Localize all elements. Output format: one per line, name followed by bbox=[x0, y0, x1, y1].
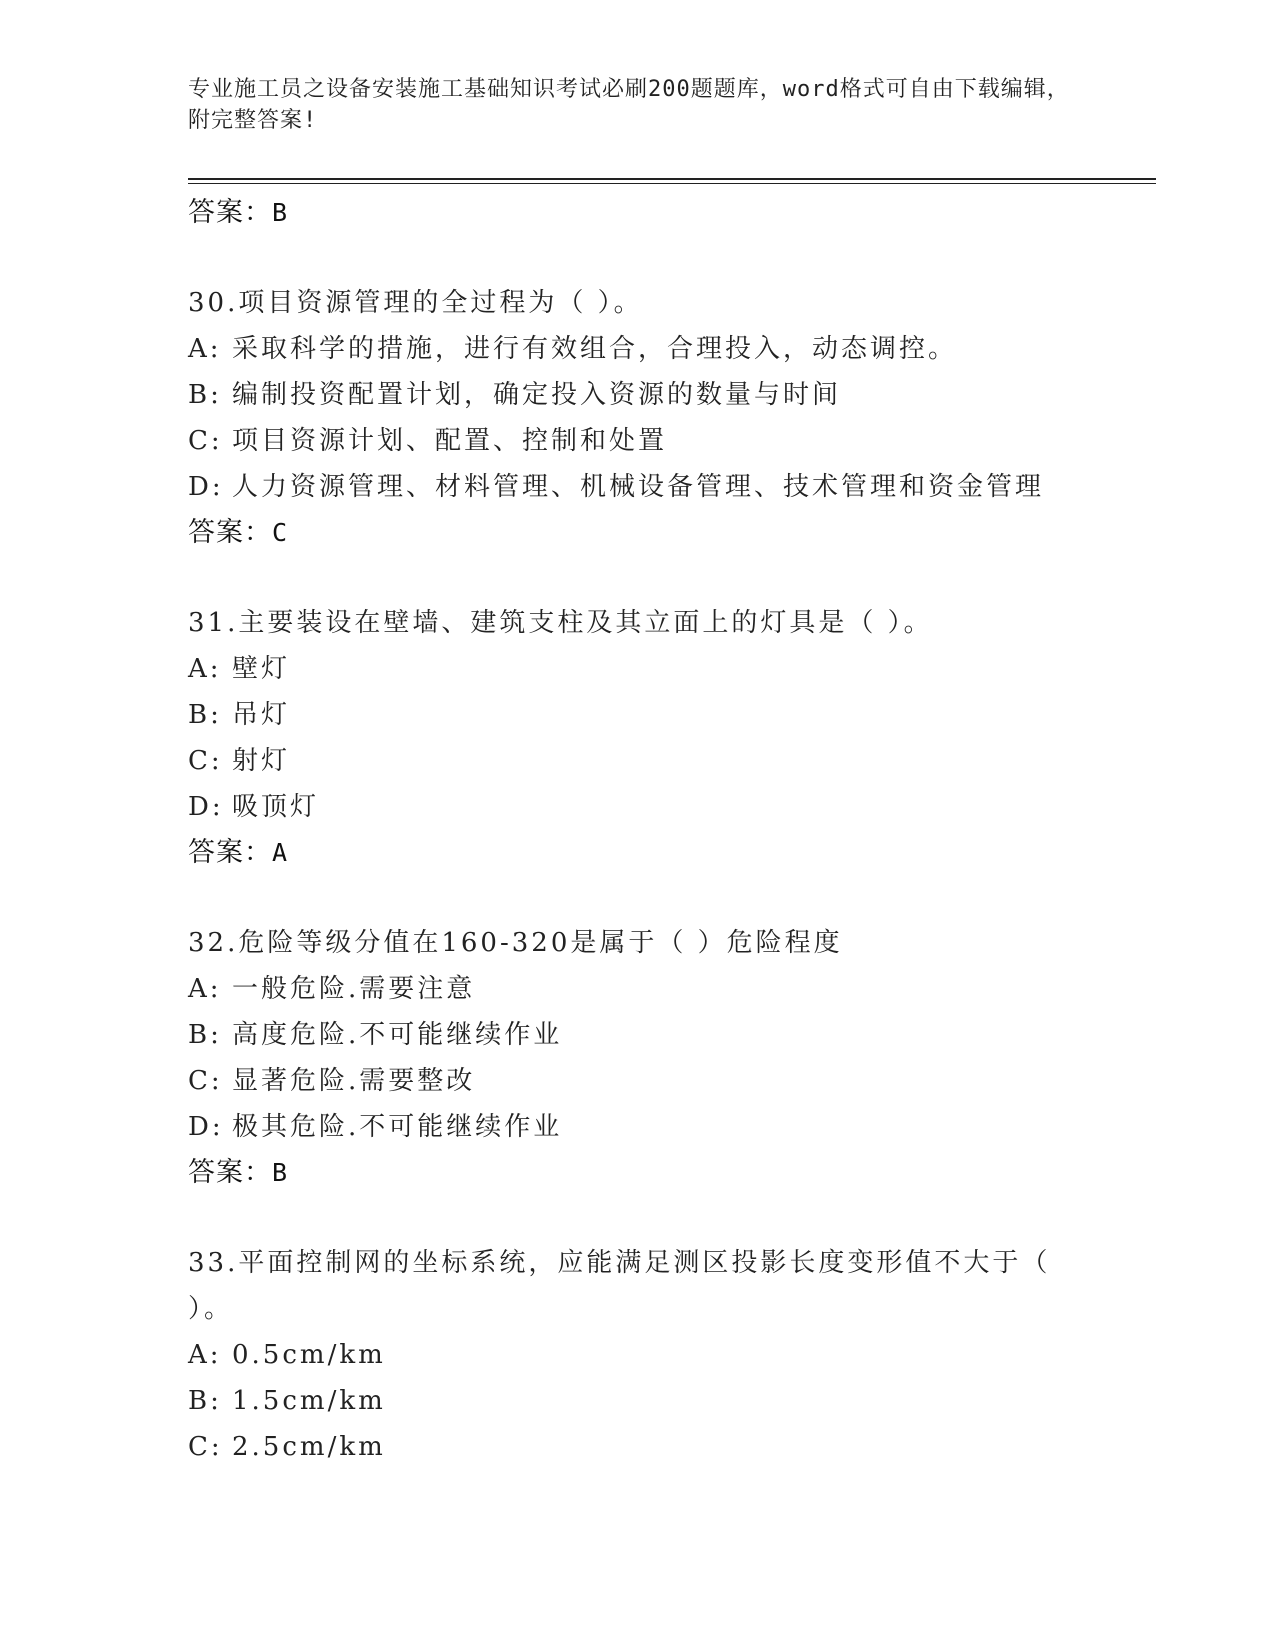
question-list bbox=[188, 190, 1148, 1470]
option-b bbox=[188, 692, 1148, 738]
option-key: D: bbox=[188, 1112, 224, 1142]
question-block-31 bbox=[188, 600, 1148, 876]
option-key: A: bbox=[188, 974, 222, 1004]
option-key: B: bbox=[188, 700, 222, 730]
answer bbox=[188, 830, 1148, 876]
answer-label: 答案： bbox=[188, 1157, 272, 1188]
option-d bbox=[188, 1104, 1148, 1150]
option-text: 显著危险.需要整改 bbox=[232, 1066, 476, 1096]
option-key: B: bbox=[188, 380, 222, 410]
option-d bbox=[188, 784, 1148, 830]
answer-label: 答案： bbox=[188, 517, 272, 548]
answer bbox=[188, 1150, 1148, 1196]
option-text: 0.5cm/km bbox=[232, 1340, 386, 1370]
spacer bbox=[188, 556, 1148, 600]
option-a bbox=[188, 966, 1148, 1012]
question-text: 33.平面控制网的坐标系统，应能满足测区投影长度变形值不大于（ ）。 bbox=[188, 1248, 1051, 1324]
spacer bbox=[188, 1196, 1148, 1240]
option-text: 壁灯 bbox=[232, 654, 291, 684]
answer bbox=[188, 510, 1148, 556]
option-key: D: bbox=[188, 472, 224, 502]
question-text: 30.项目资源管理的全过程为（ ）。 bbox=[188, 288, 643, 318]
question-block-30 bbox=[188, 280, 1148, 556]
question-block-32 bbox=[188, 920, 1148, 1196]
answer-value: C bbox=[272, 518, 289, 547]
option-text: 项目资源计划、配置、控制和处置 bbox=[232, 426, 668, 456]
option-text: 2.5cm/km bbox=[232, 1432, 386, 1462]
option-text: 编制投资配置计划，确定投入资源的数量与时间 bbox=[232, 380, 842, 410]
option-key: B: bbox=[188, 1386, 222, 1416]
option-text: 吸顶灯 bbox=[232, 792, 320, 822]
document-header-title: 专业施工员之设备安装施工基础知识考试必刷200题题库，word格式可自由下载编辑，附完整答案! bbox=[188, 77, 1070, 133]
option-c bbox=[188, 738, 1148, 784]
option-key: B: bbox=[188, 1020, 222, 1050]
option-c bbox=[188, 1058, 1148, 1104]
option-key: A: bbox=[188, 1340, 222, 1370]
question-block-33 bbox=[188, 1240, 1148, 1470]
option-key: C: bbox=[188, 1432, 223, 1462]
option-text: 人力资源管理、材料管理、机械设备管理、技术管理和资金管理 bbox=[232, 472, 1045, 502]
option-d bbox=[188, 464, 1148, 510]
answer-label: 答案： bbox=[188, 197, 272, 228]
option-a bbox=[188, 326, 1148, 372]
option-b bbox=[188, 1378, 1148, 1424]
option-a bbox=[188, 646, 1148, 692]
answer-label: 答案： bbox=[188, 837, 272, 868]
option-b bbox=[188, 372, 1148, 418]
option-c bbox=[188, 418, 1148, 464]
option-text: 1.5cm/km bbox=[232, 1386, 386, 1416]
answer-value: A bbox=[272, 838, 289, 867]
previous-answer bbox=[188, 190, 1148, 236]
option-text: 高度危险.不可能继续作业 bbox=[232, 1020, 563, 1050]
option-b bbox=[188, 1012, 1148, 1058]
question-text: 31.主要装设在壁墙、建筑支柱及其立面上的灯具是（ ）。 bbox=[188, 608, 933, 638]
option-text: 吊灯 bbox=[232, 700, 291, 730]
option-text: 极其危险.不可能继续作业 bbox=[232, 1112, 563, 1142]
option-c bbox=[188, 1424, 1148, 1470]
option-a bbox=[188, 1332, 1148, 1378]
header-divider-thin bbox=[188, 183, 1156, 184]
option-text: 射灯 bbox=[232, 746, 291, 776]
option-text: 一般危险.需要注意 bbox=[232, 974, 476, 1004]
option-text: 采取科学的措施，进行有效组合，合理投入，动态调控。 bbox=[232, 334, 958, 364]
option-key: C: bbox=[188, 426, 223, 456]
option-key: A: bbox=[188, 654, 222, 684]
option-key: C: bbox=[188, 746, 223, 776]
spacer bbox=[188, 876, 1148, 920]
answer-value: B bbox=[272, 1158, 289, 1187]
option-key: D: bbox=[188, 792, 224, 822]
option-key: C: bbox=[188, 1066, 223, 1096]
option-key: A: bbox=[188, 334, 222, 364]
header-divider-thick bbox=[188, 178, 1156, 180]
spacer bbox=[188, 236, 1148, 280]
question-text: 32.危险等级分值在160-320是属于（ ）危险程度 bbox=[188, 928, 843, 958]
answer-value: B bbox=[272, 198, 289, 227]
